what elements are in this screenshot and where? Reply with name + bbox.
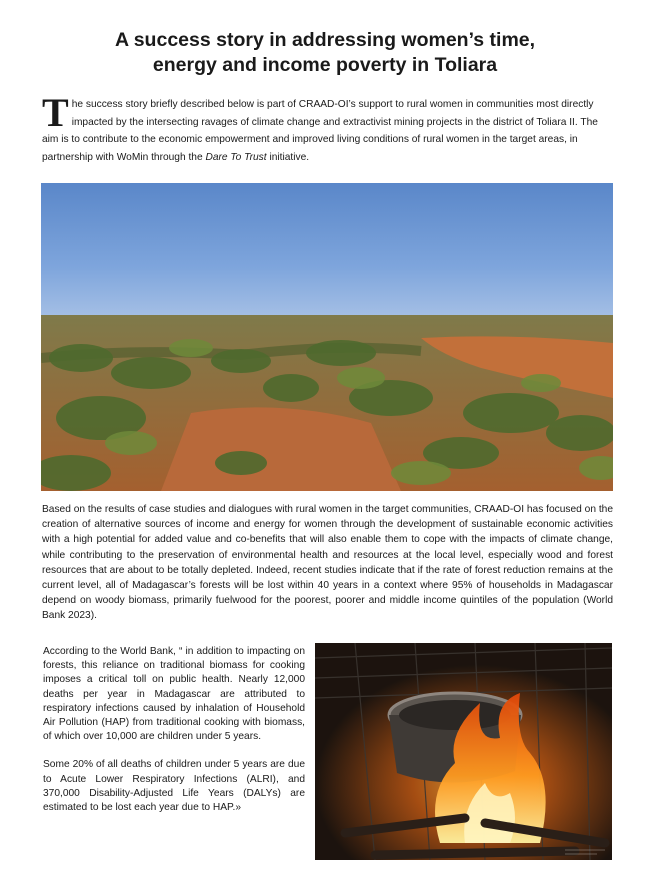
- landscape-photo: [41, 183, 613, 491]
- world-bank-quote: [43, 645, 305, 829]
- quote-paragraph-1: According to the World Bank, “ in addition to impacting on forests, this reliance on traditional biomass for cooking imposes a critical toll on public health. Nearly 12,000 deaths per year in Madagascar are attributed to respiratory infections caused by inhalation of Household Air Pollution (HAP) from traditional cooking with biomass, of which over 10,000 are children under 5 years.: [43, 646, 305, 743]
- cooking-fire-image: [315, 643, 612, 860]
- intro-text-part2: initiative.: [266, 151, 310, 163]
- landscape-image: [41, 183, 613, 491]
- intro-text-part1: he success story briefly described below is part of CRAAD-OI’s support to rural women in communities most directly impacted by the intersecting ravages of climate change and extractivist mining projects in the district of Toliara II. The aim is to contribute to the economic empowerment and improved living conditions of rural women in the target areas, in partnership with WoMin through the: [42, 99, 598, 163]
- body-paragraph: Based on the results of case studies and dialogues with rural women in the target communities, CRAAD-OI has focused on the creation of alternative sources of income and energy for women through the development of sustainable economic activities with a high potential for added value and co-benefits that will also enable them to cope with the impacts of climate change, while contributing to the preservation of environmental health and resources at the local level, especially wood and forest resources that are about to be totally depleted. Indeed, recent studies indicate that if the rate of forest reduction remains at the current level, all of Madagascar’s forests will be lost within 40 years in a context where 95% of households in Madagascar depend on woody biomass, primarily fuelwood for the poorest, poorer and middle income quintiles of the population (World Bank 2023).: [42, 504, 613, 622]
- title-line-1: A success story in addressing women’s time,: [114, 29, 536, 51]
- cooking-fire-photo: [315, 643, 612, 860]
- quote-paragraph-2: Some 20% of all deaths of children under 5 years are due to Acute Lower Respiratory Infections (ALRI), and 370,000 Disability-Adjusted Life Years (DALYs) are estimated to be lost each year due to HAP.»: [43, 759, 305, 814]
- title-line-2: energy and income poverty in Toliara: [152, 54, 498, 76]
- drop-cap: T: [42, 90, 69, 135]
- initiative-name: Dare To Trust: [205, 151, 267, 163]
- page-title: [40, 28, 610, 78]
- intro-paragraph: [42, 90, 613, 166]
